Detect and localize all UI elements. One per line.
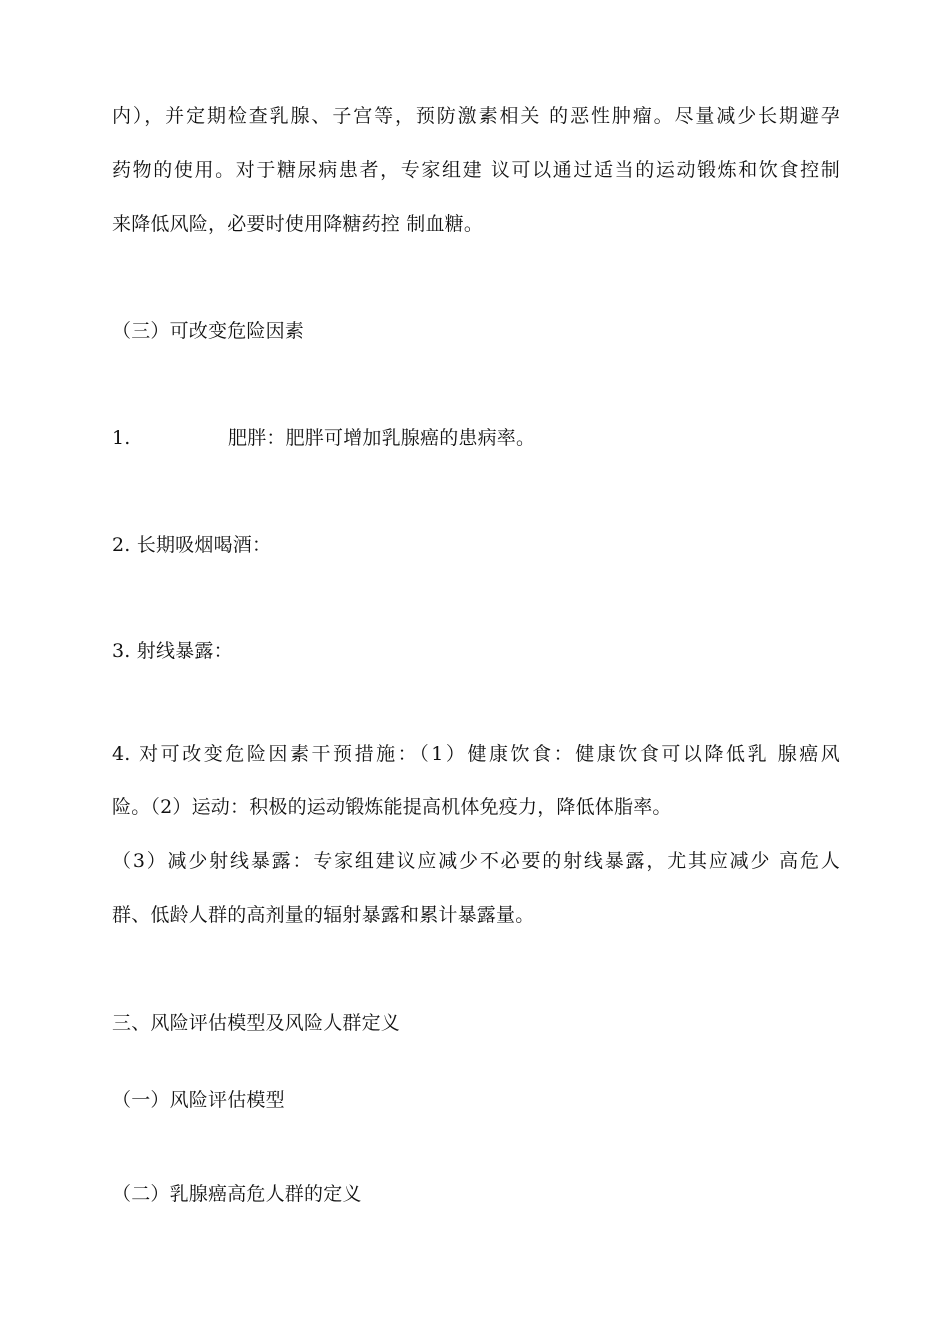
item-4-line-1: 4. 对可改变危险因素干预措施：（1）健康饮食：健康饮食可以降低乳 腺癌风	[112, 743, 840, 765]
item-4-line-4: 群、低龄人群的高剂量的辐射暴露和累计暴露量。	[112, 904, 535, 926]
item-4-line-2: 险。（2）运动：积极的运动锻炼能提高机体免疫力，降低体脂率。	[112, 796, 672, 818]
item-3: 3. 射线暴露：	[112, 640, 233, 662]
paragraph-1-line-3: 来降低风险，必要时使用降糖药控 制血糖。	[112, 213, 484, 235]
item-1-text: 肥胖：肥胖可增加乳腺癌的患病率。	[228, 427, 536, 449]
item-4-line-3: （3）减少射线暴露：专家组建议应减少不必要的射线暴露，尤其应减少 高危人	[112, 850, 840, 872]
subsection-risk-model: （一）风险评估模型	[112, 1089, 285, 1111]
section-3-title: 三、风险评估模型及风险人群定义	[112, 1012, 401, 1034]
item-1	[112, 425, 840, 451]
paragraph-1-line-1: 内），并定期检查乳腺、子宫等，预防激素相关 的恶性肿瘤。尽量减少长期避孕	[112, 105, 840, 127]
heading-modifiable-risk-factors: （三）可改变危险因素	[112, 320, 305, 342]
paragraph-1-line-2: 药物的使用。对于糖尿病患者，专家组建 议可以通过适当的运动锻炼和饮食控制	[112, 159, 840, 181]
subsection-high-risk-definition: （二）乳腺癌高危人群的定义	[112, 1183, 362, 1205]
item-1-number: 1.	[112, 427, 131, 449]
item-2: 2. 长期吸烟喝酒：	[112, 534, 272, 556]
